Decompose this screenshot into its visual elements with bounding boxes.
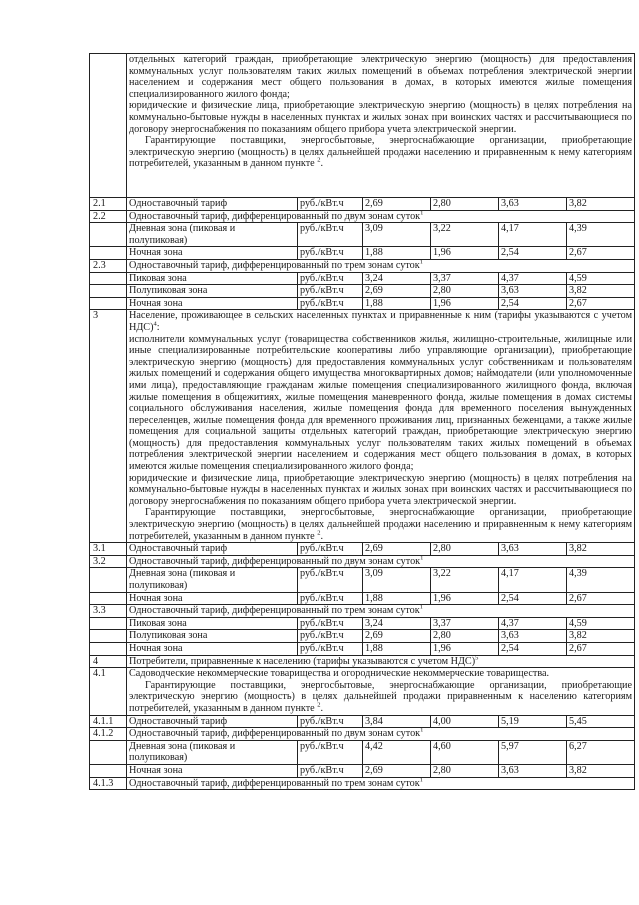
- row-label: Дневная зона (пиковая и полупиковая): [127, 568, 298, 592]
- table-row: [90, 210, 635, 223]
- unit-cell: руб./кВт.ч: [298, 297, 363, 310]
- paragraph: Население, проживающее в сельских населенных пунктах и приравненные к ним (тарифы указываются с учетом НДС)$^4$:: [129, 310, 633, 333]
- table-row: [90, 728, 635, 741]
- value-cell: 2,69: [363, 630, 431, 643]
- value-cell: 4,59: [567, 272, 635, 285]
- value-cell: 3,22: [431, 223, 499, 247]
- value-cell: 5,45: [567, 715, 635, 728]
- row-label: Ночная зона: [127, 764, 298, 777]
- paragraph: Гарантирующие поставщики, энергосбытовые, энергоснабжающие организации, приобретающие электрическую энергию (мощность) в целях дальнейшей продажи населению и приравненным к нему категориям потребителей, указанным в данном пункте $^2$.: [129, 135, 633, 170]
- value-cell: 1,88: [363, 592, 431, 605]
- value-cell: 3,63: [499, 543, 567, 556]
- unit-cell: руб./кВт.ч: [298, 740, 363, 764]
- row-label: Одноставочный тариф: [127, 543, 298, 556]
- row-label: Одноставочный тариф, дифференцированный по трем зонам суток$^1$: [127, 777, 635, 790]
- row-label: Полупиковая зона: [127, 285, 298, 298]
- row-label: Ночная зона: [127, 592, 298, 605]
- table-row: [90, 285, 635, 298]
- value-cell: 4,37: [499, 617, 567, 630]
- row-label: Ночная зона: [127, 297, 298, 310]
- row-label: Пиковая зона: [127, 617, 298, 630]
- table-row: [90, 642, 635, 655]
- unit-cell: руб./кВт.ч: [298, 642, 363, 655]
- table-row: [90, 764, 635, 777]
- value-cell: 3,82: [567, 285, 635, 298]
- row-label: Ночная зона: [127, 642, 298, 655]
- unit-cell: руб./кВт.ч: [298, 247, 363, 260]
- value-cell: 1,96: [431, 592, 499, 605]
- row-label: Одноставочный тариф, дифференцированный по двум зонам суток$^1$: [127, 555, 635, 568]
- table-row: [90, 715, 635, 728]
- row-label: Одноставочный тариф, дифференцированный по трем зонам суток$^1$: [127, 605, 635, 618]
- value-cell: 4,59: [567, 617, 635, 630]
- value-cell: 4,00: [431, 715, 499, 728]
- value-cell: 2,54: [499, 297, 567, 310]
- paragraph: исполнители коммунальных услуг (товарищества собственников жилья, жилищно-строительные, жилищные или иные специализированные потребительские кооперативы либо управляющие организации), приобретающие электрическую энергию (мощность) для предоставления коммунальных услуг собственникам и пользователям жилых помещений и содержания общего имущества многоквартирных домов; наймодатели (или уполномоченные ими лица), предоставляющие гражданам жилые помещения специализированного жилищного фонда, включая жилые помещения в общежитиях, жилые помещения маневренного фонда, жилые помещения в домах системы социального обслуживания населения, жилые помещения фонда для временного поселения вынужденных переселенцев, жилые помещения фонда для временного проживания лиц, признанных беженцами, а также жилые помещения для социальной защиты отдельных категорий граждан, приобретающие электрическую энергию (мощность) для предоставления коммунальных услуг пользователям таких жилых помещений в объемах потребления электрической энергии населением и содержания мест общего пользования в домах, в которых имеются жилые помещения специализированного жилого фонда;: [129, 333, 633, 473]
- row-label: Дневная зона (пиковая и полупиковая): [127, 740, 298, 764]
- value-cell: 3,22: [431, 568, 499, 592]
- table-row: [90, 668, 635, 715]
- value-cell: 3,63: [499, 198, 567, 211]
- table-row: [90, 223, 635, 247]
- tariff-table: [89, 53, 635, 790]
- table-row: [90, 555, 635, 568]
- unit-cell: руб./кВт.ч: [298, 272, 363, 285]
- section-2-text: [127, 54, 635, 198]
- row-label: Одноставочный тариф, дифференцированный по трем зонам суток$^1$: [127, 259, 635, 272]
- table-row: [90, 630, 635, 643]
- value-cell: 2,69: [363, 198, 431, 211]
- section-3-text-row: [90, 310, 635, 543]
- row-label: Одноставочный тариф: [127, 715, 298, 728]
- row-number: 3: [90, 310, 127, 543]
- value-cell: 2,80: [431, 764, 499, 777]
- paragraph: юридические и физические лица, приобретающие электрическую энергию (мощность) в целях потребления на коммунально-бытовые нужды в населенных пунктах и жилых зонах при воинских частях и рассчитывающиеся по договору энергоснабжения по показаниям общего прибора учета электрической энергии.: [129, 100, 633, 135]
- value-cell: 1,96: [431, 297, 499, 310]
- unit-cell: руб./кВт.ч: [298, 592, 363, 605]
- value-cell: 6,27: [567, 740, 635, 764]
- paragraph: Гарантирующие поставщики, энергосбытовые, энергоснабжающие организации, приобретающие электрическую энергию (мощность) в целях дальнейшей продажи приравненным к населению категориям потребителей, указанным в данном пункте $^2$.: [129, 679, 633, 714]
- value-cell: 2,80: [431, 198, 499, 211]
- value-cell: 4,42: [363, 740, 431, 764]
- value-cell: 1,88: [363, 247, 431, 260]
- value-cell: 5,19: [499, 715, 567, 728]
- value-cell: 4,37: [499, 272, 567, 285]
- row-label: Дневная зона (пиковая и полупиковая): [127, 223, 298, 247]
- num-cell: [90, 617, 127, 630]
- unit-cell: руб./кВт.ч: [298, 543, 363, 556]
- num-cell: [90, 297, 127, 310]
- value-cell: 2,67: [567, 297, 635, 310]
- row-number: 4: [90, 655, 127, 668]
- table-row: [90, 259, 635, 272]
- value-cell: 3,82: [567, 543, 635, 556]
- num-cell: [90, 592, 127, 605]
- table-row: [90, 655, 635, 668]
- value-cell: 3,09: [363, 568, 431, 592]
- paragraph: юридические и физические лица, приобретающие электрическую энергию (мощность) в целях потребления на коммунально-бытовые нужды в населенных пунктах и жилых зонах при воинских частях и рассчитывающиеся по договору энергоснабжения по показаниям общего прибора учета электрической энергии.: [129, 472, 633, 507]
- value-cell: 3,63: [499, 630, 567, 643]
- paragraph: Гарантирующие поставщики, энергосбытовые, энергоснабжающие организации, приобретающие электрическую энергию (мощность) в целях дальнейшей продажи населению и приравненным к нему категориям потребителей, указанным в данном пункте $^2$.: [129, 507, 633, 542]
- row-number: 4.1: [90, 668, 127, 715]
- value-cell: 3,63: [499, 764, 567, 777]
- row-label: Ночная зона: [127, 247, 298, 260]
- num-cell: [90, 740, 127, 764]
- row-label: Пиковая зона: [127, 272, 298, 285]
- value-cell: 3,82: [567, 198, 635, 211]
- value-cell: 1,88: [363, 642, 431, 655]
- table-row: [90, 740, 635, 764]
- value-cell: 2,54: [499, 642, 567, 655]
- paragraph: Садоводческие некоммерческие товарищества и огороднические некоммерческие товарищества.: [129, 668, 550, 680]
- value-cell: 4,39: [567, 568, 635, 592]
- value-cell: 2,80: [431, 630, 499, 643]
- num-cell: [90, 642, 127, 655]
- unit-cell: руб./кВт.ч: [298, 223, 363, 247]
- row-label: Одноставочный тариф, дифференцированный по двум зонам суток$^1$: [127, 728, 635, 741]
- value-cell: 3,37: [431, 617, 499, 630]
- row-number: 4.1.2: [90, 728, 127, 741]
- value-cell: 4,39: [567, 223, 635, 247]
- num-cell: [90, 285, 127, 298]
- num-cell: [90, 630, 127, 643]
- value-cell: 1,96: [431, 642, 499, 655]
- value-cell: 2,67: [567, 642, 635, 655]
- unit-cell: руб./кВт.ч: [298, 630, 363, 643]
- num-cell: [90, 54, 127, 198]
- row-number: 3.3: [90, 605, 127, 618]
- row-label: Одноставочный тариф: [127, 198, 298, 211]
- unit-cell: руб./кВт.ч: [298, 617, 363, 630]
- table-row: [90, 605, 635, 618]
- value-cell: 2,67: [567, 247, 635, 260]
- value-cell: 3,82: [567, 630, 635, 643]
- row-number: 2.1: [90, 198, 127, 211]
- value-cell: 5,97: [499, 740, 567, 764]
- value-cell: 2,69: [363, 764, 431, 777]
- value-cell: 2,54: [499, 247, 567, 260]
- section-2-text-row: [90, 54, 635, 198]
- row-number: 2.2: [90, 210, 127, 223]
- num-cell: [90, 764, 127, 777]
- value-cell: 1,88: [363, 297, 431, 310]
- unit-cell: руб./кВт.ч: [298, 568, 363, 592]
- num-cell: [90, 247, 127, 260]
- row-label: Потребители, приравненные к населению (тарифы указываются с учетом НДС)$^5$: [127, 655, 635, 668]
- num-cell: [90, 223, 127, 247]
- unit-cell: руб./кВт.ч: [298, 715, 363, 728]
- table-row: [90, 568, 635, 592]
- table-row: [90, 777, 635, 790]
- value-cell: 3,82: [567, 764, 635, 777]
- value-cell: 3,63: [499, 285, 567, 298]
- value-cell: 4,17: [499, 223, 567, 247]
- unit-cell: руб./кВт.ч: [298, 198, 363, 211]
- section-3-text: [127, 310, 635, 543]
- row-number: 2.3: [90, 259, 127, 272]
- value-cell: 3,24: [363, 617, 431, 630]
- value-cell: 2,54: [499, 592, 567, 605]
- value-cell: 2,80: [431, 543, 499, 556]
- value-cell: 3,84: [363, 715, 431, 728]
- num-cell: [90, 272, 127, 285]
- table-row: [90, 272, 635, 285]
- unit-cell: руб./кВт.ч: [298, 764, 363, 777]
- value-cell: 2,69: [363, 285, 431, 298]
- table-row: [90, 247, 635, 260]
- value-cell: 2,69: [363, 543, 431, 556]
- table-row: [90, 617, 635, 630]
- section-4-1-text: [127, 668, 635, 715]
- table-row: [90, 543, 635, 556]
- row-number: 4.1.3: [90, 777, 127, 790]
- table-row: [90, 297, 635, 310]
- row-number: 3.1: [90, 543, 127, 556]
- value-cell: 3,37: [431, 272, 499, 285]
- table-row: [90, 592, 635, 605]
- row-label: Одноставочный тариф, дифференцированный по двум зонам суток$^1$: [127, 210, 635, 223]
- row-number: 4.1.1: [90, 715, 127, 728]
- value-cell: 3,24: [363, 272, 431, 285]
- value-cell: 3,09: [363, 223, 431, 247]
- value-cell: 2,67: [567, 592, 635, 605]
- num-cell: [90, 568, 127, 592]
- value-cell: 2,80: [431, 285, 499, 298]
- tariff-document-page: [89, 53, 634, 790]
- value-cell: 1,96: [431, 247, 499, 260]
- value-cell: 4,17: [499, 568, 567, 592]
- table-row: [90, 198, 635, 211]
- row-label: Полупиковая зона: [127, 630, 298, 643]
- unit-cell: руб./кВт.ч: [298, 285, 363, 298]
- value-cell: 4,60: [431, 740, 499, 764]
- row-number: 3.2: [90, 555, 127, 568]
- paragraph: отдельных категорий граждан, приобретающие электрическую энергию (мощность) для предоставления коммунальных услуг пользователям таких жилых помещений в объемах потребления электрической энергии населением и содержания мест общего пользования в домах, в которых имеются жилые помещения специализированного жилого фонда;: [129, 54, 633, 100]
